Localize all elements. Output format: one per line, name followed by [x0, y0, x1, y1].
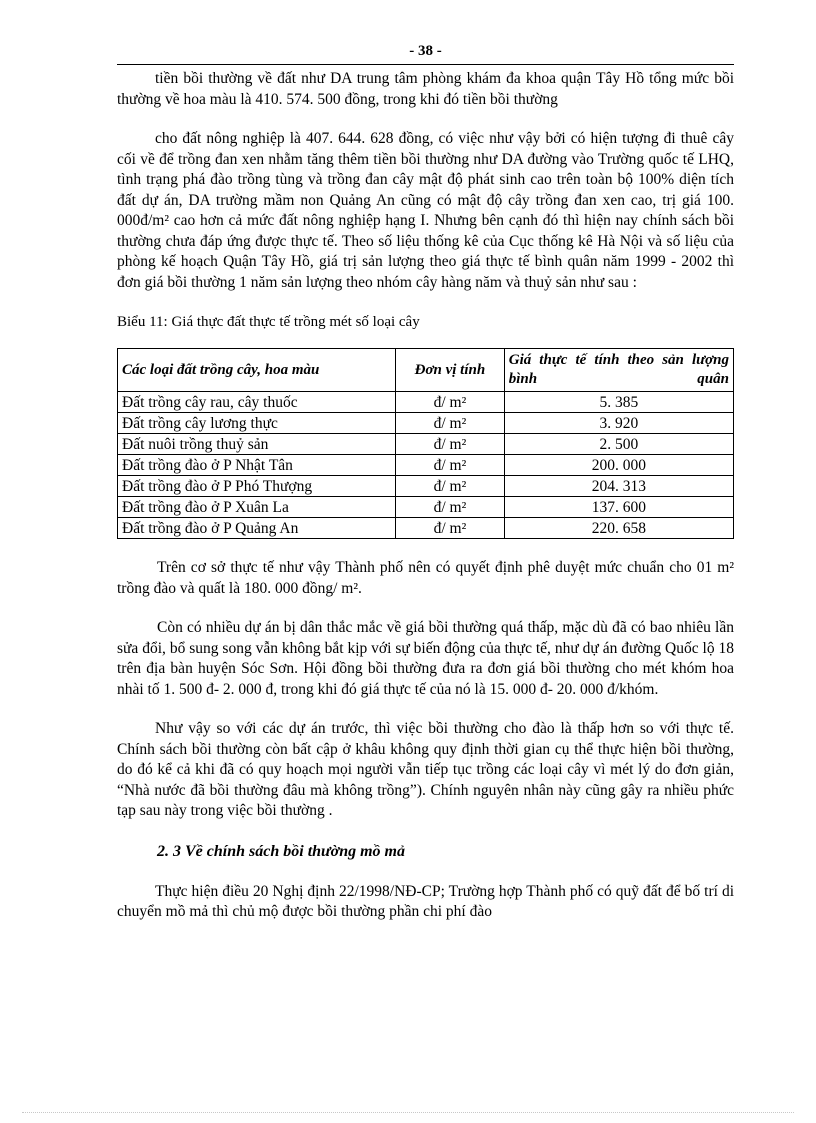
land-type-cell: Đất trồng đào ở P Nhật Tân: [118, 455, 396, 476]
table-row: [118, 392, 734, 413]
land-type-cell: Đất trồng cây lương thực: [118, 413, 396, 434]
footer-rule: [22, 1112, 794, 1113]
table-row: [118, 434, 734, 455]
paragraph-gap: [117, 599, 734, 618]
page-number: - 38 -: [409, 43, 442, 59]
header-rule: [117, 64, 734, 65]
paragraph-gap: [117, 863, 734, 882]
paragraph-6: Thực hiện điều 20 Nghị định 22/1998/NĐ-CP; Trường hợp Thành phố có quỹ đất để bố trí di chuyển mồ mả thì chủ mộ được bồi thường phần chi phí đào: [117, 882, 734, 920]
paragraph-gap: [117, 293, 734, 312]
document-page: [117, 40, 734, 923]
price-cell: 220. 658: [504, 518, 733, 539]
land-type-cell: Đất trồng cây rau, cây thuốc: [118, 392, 396, 413]
land-type-cell: Đất nuôi trồng thuỷ sản: [118, 434, 396, 455]
header-actual-price: Giá thực tế tính theo sản lượng bình quân: [504, 349, 733, 392]
header-land-type: Các loại đất trồng cây, hoa màu: [118, 349, 396, 392]
table-header-row: [118, 349, 734, 392]
price-cell: 5. 385: [504, 392, 733, 413]
section-title: 2. 3 Về chính sách bồi thường mồ mả: [157, 842, 405, 860]
price-cell: 200. 000: [504, 455, 733, 476]
unit-cell: đ/ m²: [396, 434, 505, 455]
table-row: [118, 497, 734, 518]
table-caption: Biểu 11: Giá thực đất thực tế trồng mét số loại cây: [117, 314, 420, 330]
paragraph-4: Còn có nhiều dự án bị dân thắc mắc về giá bồi thường quá thấp, mặc dù đã có bao nhiêu lần sửa đổi, bổ sung song vẫn không bắt kịp với sự biến động của thực tế, như dự án đường Quốc lộ 18 trên địa bàn huyện Sóc Sơn. Hội đồng bồi thường đưa ra đơn giá bồi thường cho mét khóm hoa nhài tố 1. 500 đ- 2. 000 đ, trong khi đó giá thực tế của nó là 15. 000 đ- 20. 000 đ/khóm.: [117, 619, 734, 698]
unit-cell: đ/ m²: [396, 497, 505, 518]
paragraph-gap: [117, 700, 734, 719]
land-type-cell: Đất trồng đào ở P Xuân La: [118, 497, 396, 518]
table-row: [118, 413, 734, 434]
paragraph-5: Như vậy so với các dự án trước, thì việc bồi thường cho đào là thấp hơn so với thực tế. Chính sách bồi thường còn bất cập ở khâu không quy định thời gian cụ thể thực hiện bồi thường, do đó kể cả khi đã có quy hoạch mọi người vẫn tiếp tục trồng các loại cây vì mét lý do đơn giản, “Nhà nước đã bồi thường đâu mà không trồng”). Chính nguyên nhân này cũng gây ra nhiều phức tạp sau này trong việc bồi thường .: [117, 720, 734, 819]
header-unit: Đơn vị tính: [396, 349, 505, 392]
unit-cell: đ/ m²: [396, 392, 505, 413]
table-row: [118, 476, 734, 497]
unit-cell: đ/ m²: [396, 476, 505, 497]
unit-cell: đ/ m²: [396, 455, 505, 476]
unit-cell: đ/ m²: [396, 518, 505, 539]
land-type-cell: Đất trồng đào ở P Phó Thượng: [118, 476, 396, 497]
price-cell: 204. 313: [504, 476, 733, 497]
table-row: [118, 518, 734, 539]
price-cell: 3. 920: [504, 413, 733, 434]
paragraph-gap: [117, 110, 734, 129]
paragraph-gap: [117, 822, 734, 841]
unit-cell: đ/ m²: [396, 413, 505, 434]
table-row: [118, 455, 734, 476]
price-cell: 2. 500: [504, 434, 733, 455]
paragraph-gap: [117, 539, 734, 558]
paragraph-1: tiền bồi thường về đất như DA trung tâm phòng khám đa khoa quận Tây Hồ tổng mức bồi thường về hoa màu là 410. 574. 500 đồng, trong khi đó tiền bồi thường: [117, 70, 734, 108]
price-table: [117, 348, 734, 539]
paragraph-2: cho đất nông nghiệp là 407. 644. 628 đồng, có việc như vậy bởi có hiện tượng đi thuê cây cối về để trồng đan xen nhằm tăng thêm tiền bồi thường như DA đường vào Trường quốc tế LHQ, tình trạng phá đào trồng tùng và trồng đan cây mật độ phát sinh cao trên toàn bộ 100% diện tích đất dự án, DA trường mầm non Quảng An cũng có mật độ cây trồng đan xen cao, trị giá 100. 000đ/m² cao hơn cả mức đất nông nghiệp hạng I. Nhưng bên cạnh đó thì hiện nay chính sách bồi thường chưa đáp ứng được thực tế. Theo số liệu thống kê của Cục thống kê Hà Nội và số liệu của phòng kế hoạch Quận Tây Hồ, giá trị sản lượng theo giá thực tế bình quân năm 1999 - 2002 thì đơn giá bồi thường 1 năm sản lượng theo nhóm cây hàng năm và thuỷ sản như sau :: [117, 130, 734, 291]
price-cell: 137. 600: [504, 497, 733, 518]
land-type-cell: Đất trồng đào ở P Quảng An: [118, 518, 396, 539]
paragraph-3: Trên cơ sở thực tế như vậy Thành phố nên có quyết định phê duyệt mức chuẩn cho 01 m² trồng đào và quất là 180. 000 đồng/ m².: [117, 559, 734, 597]
